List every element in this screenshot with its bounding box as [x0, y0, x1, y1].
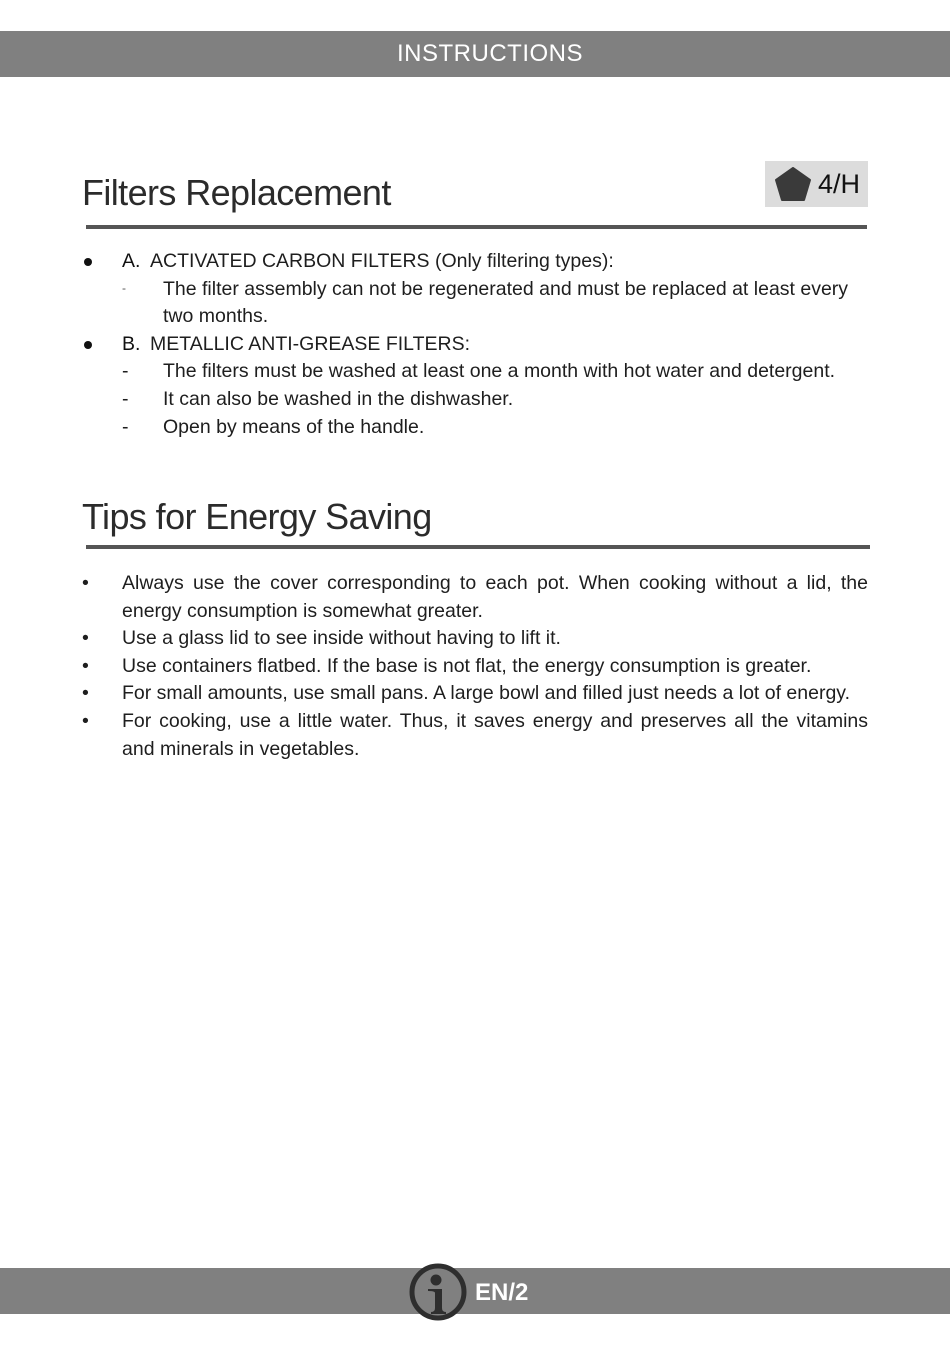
item-letter: B.	[122, 332, 141, 355]
bullet-marker: •	[82, 682, 89, 705]
dash-marker: -	[122, 280, 126, 295]
section-title-energy-saving: Tips for Energy Saving	[82, 496, 432, 537]
tip-item	[0, 680, 950, 708]
pentagon-icon	[774, 166, 812, 202]
tip-text: Always use the cover corresponding to each pot. When cooking without a lid, the energy consumption is somewhat greater.	[122, 572, 868, 622]
tip-item	[0, 708, 950, 763]
tip-text: For small amounts, use small pans. A large bowl and filled just needs a lot of energy.	[122, 682, 851, 705]
bullet-dot	[84, 341, 92, 349]
badge-label: 4/H	[818, 168, 861, 199]
tip-text: Use a glass lid to see inside without having to lift it.	[122, 627, 561, 650]
category-badge	[765, 161, 868, 207]
dash-marker: -	[122, 360, 129, 383]
item-heading: METALLIC ANTI-GREASE FILTERS:	[150, 332, 471, 355]
item-letter: A.	[122, 250, 141, 272]
list-item-metallic-anti-grease	[0, 331, 950, 359]
sub-item-text: It can also be washed in the dishwasher.	[163, 387, 514, 410]
tip-item	[0, 653, 950, 681]
section-title-filters-replacement: Filters Replacement	[82, 172, 391, 213]
sub-item	[0, 386, 950, 414]
header-bar	[0, 31, 950, 77]
tip-item	[0, 570, 950, 625]
tip-item	[0, 625, 950, 653]
bullet-marker: •	[82, 572, 89, 594]
section-divider	[86, 225, 867, 229]
bullet-marker: •	[82, 709, 89, 732]
sub-item-text: The filter assembly can not be regenerated and must be replaced at least every two months.	[163, 277, 849, 328]
header-title: INSTRUCTIONS	[397, 40, 583, 67]
section-divider	[86, 545, 870, 549]
sub-item	[0, 276, 950, 331]
tip-text: For cooking, use a little water. Thus, it saves energy and preserves all the vitamins and minerals in vegetables.	[122, 709, 868, 760]
sub-item-text: The filters must be washed at least one a month with hot water and detergent.	[163, 360, 836, 383]
page-number: EN/2	[475, 1279, 529, 1306]
filters-list	[0, 248, 950, 441]
energy-tips-list	[0, 570, 950, 763]
item-heading: ACTIVATED CARBON FILTERS (Only filtering types):	[150, 250, 614, 272]
bullet-marker: •	[82, 627, 89, 650]
bullet-marker: •	[82, 654, 89, 677]
sub-item-text: Open by means of the handle.	[163, 415, 425, 438]
tip-text: Use containers flatbed. If the base is not flat, the energy consumption is greater.	[122, 654, 812, 677]
bullet-dot	[84, 258, 92, 266]
dash-marker: -	[122, 387, 129, 410]
info-icon	[409, 1263, 467, 1321]
sub-item	[0, 414, 950, 442]
list-item-activated-carbon	[0, 248, 950, 276]
dash-marker: -	[122, 415, 129, 438]
sub-item	[0, 358, 950, 386]
